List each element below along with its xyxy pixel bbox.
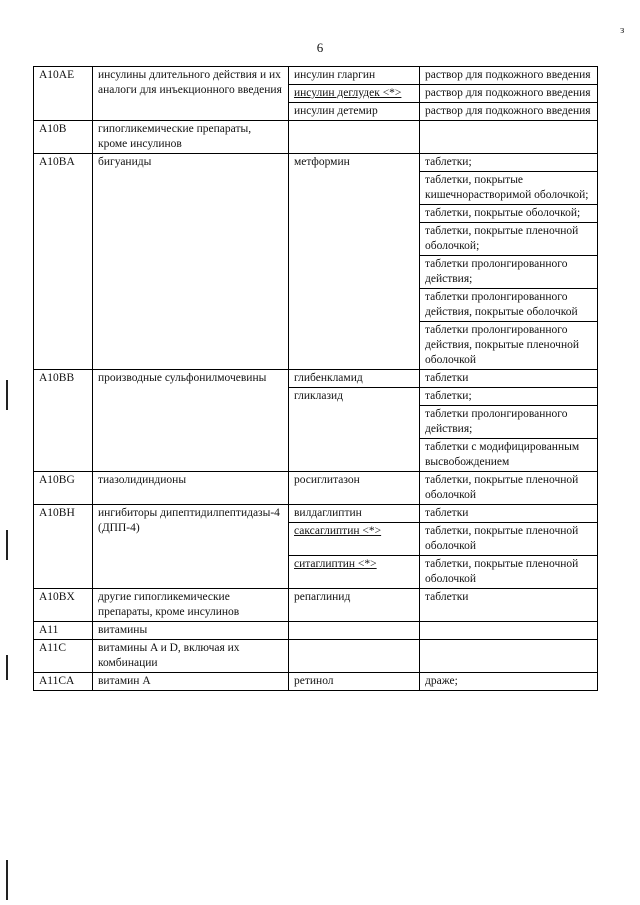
drug-name: вилдаглиптин [294, 507, 362, 519]
table-row [34, 472, 598, 505]
dosage-form-cell: раствор для подкожного введения [420, 85, 598, 103]
drug-name: ситаглиптин <*> [294, 558, 377, 570]
atc-code-cell: A10AE [34, 67, 93, 121]
dosage-form-cell: таблетки, покрытые пленочной оболочкой [420, 472, 598, 505]
anatomical-group-cell: витамины [93, 622, 289, 640]
drug-name-cell [289, 370, 420, 388]
scan-edge-mark [6, 860, 8, 900]
drug-name-cell [289, 505, 420, 523]
dosage-form-cell: таблетки пролонгированного действия; [420, 406, 598, 439]
drug-name: инсулин детемир [294, 105, 378, 117]
scan-edge-mark [6, 530, 8, 560]
dosage-form-cell [420, 640, 598, 673]
drug-name-cell [289, 388, 420, 472]
anatomical-group-cell: тиазолидиндионы [93, 472, 289, 505]
anatomical-group-cell: производные сульфонилмочевины [93, 370, 289, 472]
drug-name-cell [289, 67, 420, 85]
anatomical-group-cell: витамин A [93, 673, 289, 691]
anatomical-group-cell: другие гипогликемические препараты, кроме инсулинов [93, 589, 289, 622]
drug-name-cell [289, 673, 420, 691]
anatomical-group-cell: ингибиторы дипептидилпептидазы-4 (ДПП-4) [93, 505, 289, 589]
drug-name: гликлазид [294, 390, 344, 402]
drug-name-cell [289, 472, 420, 505]
atc-code-cell: A10B [34, 121, 93, 154]
dosage-form-cell: таблетки, покрытые пленочной оболочкой; [420, 223, 598, 256]
dosage-form-cell: таблетки пролонгированного действия, покрытые оболочкой [420, 289, 598, 322]
dosage-form-cell: таблетки пролонгированного действия, покрытые пленочной оболочкой [420, 322, 598, 370]
table-body [34, 67, 598, 691]
page-number: 6 [316, 40, 324, 55]
atc-code-cell: A10BH [34, 505, 93, 589]
table-row [34, 622, 598, 640]
table-row [34, 673, 598, 691]
atc-code-cell: A10BG [34, 472, 93, 505]
drug-name: инсулин гларгин [294, 69, 376, 81]
dosage-form-cell: таблетки с модифицированным высвобождением [420, 439, 598, 472]
dosage-form-cell: таблетки, покрытые пленочной оболочкой [420, 556, 598, 589]
drug-name-cell [289, 523, 420, 556]
dosage-form-cell: таблетки, покрытые оболочкой; [420, 205, 598, 223]
table-row [34, 589, 598, 622]
drug-name: ретинол [294, 675, 334, 687]
corner-mark: з [620, 24, 625, 36]
scan-edge-mark [6, 655, 8, 680]
table-row [34, 154, 598, 172]
dosage-form-cell: раствор для подкожного введения [420, 103, 598, 121]
dosage-form-cell: таблетки [420, 505, 598, 523]
drug-name: инсулин деглудек <*> [294, 87, 402, 99]
atc-code-cell: A11 [34, 622, 93, 640]
drug-name-cell [289, 640, 420, 673]
drug-name-cell [289, 589, 420, 622]
drug-name: метформин [294, 156, 350, 168]
drug-name: глибенкламид [294, 372, 363, 384]
drug-name: репаглинид [294, 591, 351, 603]
drug-name-cell [289, 103, 420, 121]
drug-name-cell [289, 556, 420, 589]
dosage-form-cell [420, 121, 598, 154]
dosage-form-cell: таблетки, покрытые пленочной оболочкой [420, 523, 598, 556]
drug-name-cell [289, 85, 420, 103]
anatomical-group-cell: инсулины длительного действия и их аналоги для инъекционного введения [93, 67, 289, 121]
table-row [34, 121, 598, 154]
dosage-form-cell [420, 622, 598, 640]
atc-code-cell: A10BB [34, 370, 93, 472]
atc-code-cell: A11C [34, 640, 93, 673]
table-row [34, 67, 598, 85]
atc-code-cell: A10BX [34, 589, 93, 622]
dosage-form-cell: раствор для подкожного введения [420, 67, 598, 85]
dosage-form-cell: таблетки; [420, 154, 598, 172]
dosage-form-cell: таблетки, покрытые кишечнорастворимой оболочкой; [420, 172, 598, 205]
drug-table [33, 66, 598, 691]
anatomical-group-cell: бигуаниды [93, 154, 289, 370]
table-row [34, 640, 598, 673]
dosage-form-cell: таблетки [420, 370, 598, 388]
dosage-form-cell: драже; [420, 673, 598, 691]
dosage-form-cell: таблетки пролонгированного действия; [420, 256, 598, 289]
drug-name: саксаглиптин <*> [294, 525, 382, 537]
table-row [34, 505, 598, 523]
anatomical-group-cell: гипогликемические препараты, кроме инсулинов [93, 121, 289, 154]
table-row [34, 370, 598, 388]
dosage-form-cell: таблетки; [420, 388, 598, 406]
atc-code-cell: A10BA [34, 154, 93, 370]
drug-name-cell [289, 154, 420, 370]
dosage-form-cell: таблетки [420, 589, 598, 622]
anatomical-group-cell: витамины A и D, включая их комбинации [93, 640, 289, 673]
atc-code-cell: A11CA [34, 673, 93, 691]
drug-name-cell [289, 121, 420, 154]
drug-name-cell [289, 622, 420, 640]
scan-edge-mark [6, 380, 8, 410]
drug-name: росиглитазон [294, 474, 360, 486]
